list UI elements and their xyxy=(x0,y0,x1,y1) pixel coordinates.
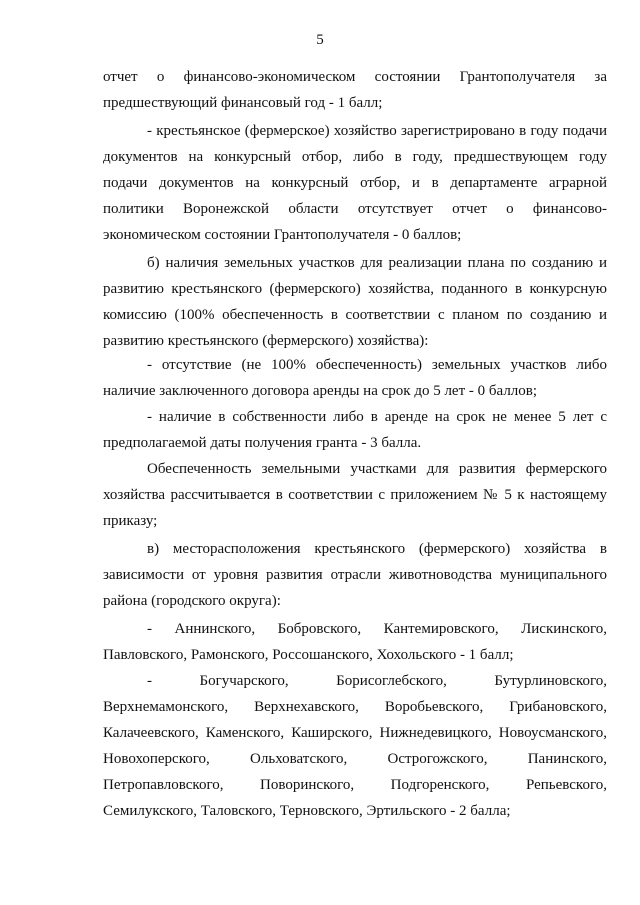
text-line: приказу; xyxy=(103,513,158,529)
text-line: Верхнемамонского, Верхнехавского, Воробьевского, Грибановского, xyxy=(103,699,607,715)
text-line: зависимости от уровня развития отрасли животноводства муниципального xyxy=(103,567,607,583)
text-line: политики Воронежской области отсутствует отчет о финансово- xyxy=(103,201,607,217)
paragraph xyxy=(103,352,607,404)
paragraph xyxy=(103,536,607,614)
text-line: подачи документов на конкурсный отбор, и в департаменте аграрной xyxy=(103,175,607,191)
text-line: предполагаемой даты получения гранта - 3 балла. xyxy=(103,435,422,451)
text-line: района (городского округа): xyxy=(103,593,281,609)
text-line: - наличие в собственности либо в аренде на срок не менее 5 лет с xyxy=(147,409,607,425)
text-line: б) наличия земельных участков для реализации плана по созданию и xyxy=(147,255,607,271)
page-number: 5 xyxy=(316,32,324,48)
text-line: отчет о финансово-экономическом состоянии Грантополучателя за xyxy=(103,69,607,85)
text-line: - Аннинского, Бобровского, Кантемировского, Лискинского, xyxy=(147,621,607,637)
text-line: экономическом состоянии Грантополучателя - 0 баллов; xyxy=(103,227,462,243)
text-line: Обеспеченность земельными участками для развития фермерского xyxy=(147,461,607,477)
paragraph xyxy=(103,118,607,248)
paragraph xyxy=(103,250,607,354)
text-line: наличие заключенного договора аренды на срок до 5 лет - 0 баллов; xyxy=(103,383,538,399)
text-line: в) месторасположения крестьянского (фермерского) хозяйства в xyxy=(147,541,607,557)
text-line: Петропавловского, Поворинского, Подгоренского, Репьевского, xyxy=(103,777,607,793)
text-line: документов на конкурсный отбор, либо в году, предшествующем году xyxy=(103,149,607,165)
text-line: - Богучарского, Борисоглебского, Бутурлиновского, xyxy=(147,673,607,689)
paragraph xyxy=(103,668,607,824)
text-line: Калачеевского, Каменского, Каширского, Нижнедевицкого, Новоусманского, xyxy=(103,725,607,741)
text-line: Семилукского, Таловского, Терновского, Эртильского - 2 балла; xyxy=(103,803,511,819)
text-line: развитию крестьянского (фермерского) хозяйства, поданного в конкурсную xyxy=(103,281,607,297)
text-line: развитию крестьянского (фермерского) хозяйства): xyxy=(103,333,429,349)
paragraph xyxy=(103,404,607,456)
paragraph xyxy=(103,456,607,534)
text-line: Павловского, Рамонского, Россошанского, Хохольского - 1 балл; xyxy=(103,647,514,663)
text-line: предшествующий финансовый год - 1 балл; xyxy=(103,95,383,111)
text-line: Новохоперского, Ольховатского, Острогожского, Панинского, xyxy=(103,751,607,767)
text-line: - крестьянское (фермерское) хозяйство зарегистрировано в году подачи xyxy=(147,123,607,139)
text-line: - отсутствие (не 100% обеспеченность) земельных участков либо xyxy=(147,357,607,373)
paragraph xyxy=(103,616,607,668)
text-line: комиссию (100% обеспеченность в соответствии с планом по созданию и xyxy=(103,307,607,323)
text-line: хозяйства рассчитывается в соответствии с приложением № 5 к настоящему xyxy=(103,487,607,503)
paragraph xyxy=(103,64,607,116)
